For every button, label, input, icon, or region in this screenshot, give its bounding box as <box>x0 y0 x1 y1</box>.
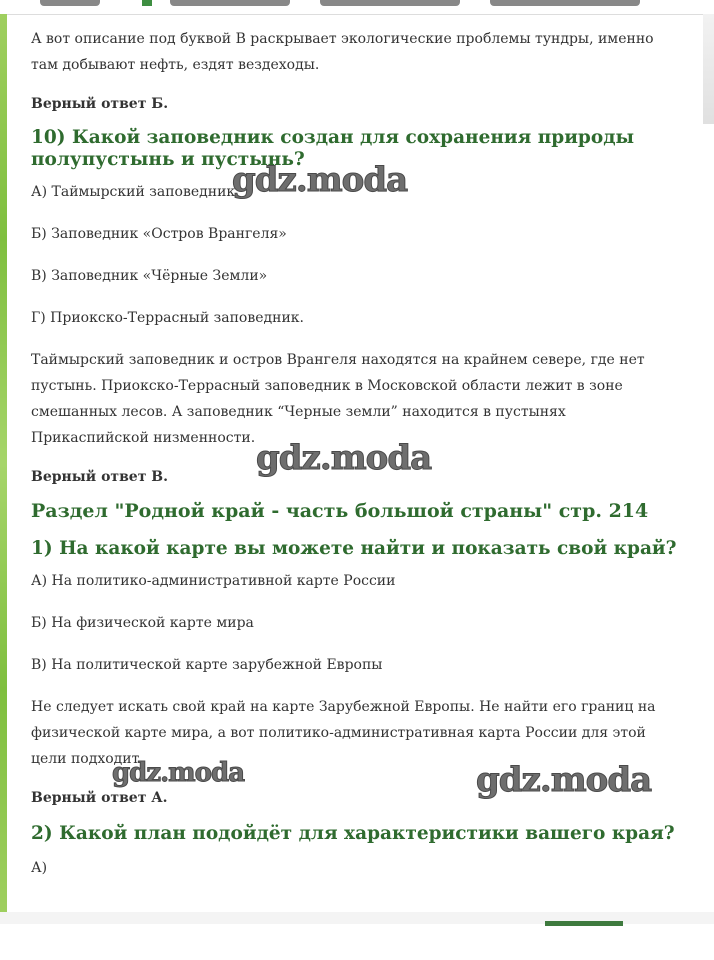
top-toolbar-fragment <box>0 0 714 15</box>
toolbar-fragment <box>40 0 100 6</box>
question-1-answer: Верный ответ А. <box>31 790 168 806</box>
watermark-logo: gdz.moda <box>476 760 652 800</box>
question-10-explanation: Таймырский заповедник и остров Врангеля находятся на крайнем севере, где нет пустынь. Приокско-Террасный заповедник в Московской области лежит в зоне смешанных лесов. А заповедник “Черные земли” находится в пустынях Прикаспийской низменности. <box>31 352 645 446</box>
paragraph-description-b: А вот описание под буквой В раскрывает экологические проблемы тундры, именно там добывают нефть, ездят вездеходы. <box>31 31 654 73</box>
question-2-title: 2) Какой план подойдёт для характеристики вашего края? <box>31 823 675 844</box>
section-title: Раздел "Родной край - часть большой страны" стр. 214 <box>31 500 649 522</box>
answer-previous: Верный ответ Б. <box>31 96 169 112</box>
option-c: В) На политической карте зарубежной Европы <box>31 657 383 673</box>
toolbar-fragment <box>320 0 460 6</box>
watermark-logo: gdz.moda <box>232 160 408 200</box>
option-b: Б) На физической карте мира <box>31 615 254 631</box>
left-decorative-bar <box>0 14 7 914</box>
option-a: А) На политико-административной карте России <box>31 573 396 589</box>
green-icon <box>142 0 152 6</box>
question-10-answer: Верный ответ В. <box>31 469 168 485</box>
question-1-explanation: Не следует искать свой край на карте Зарубежной Европы. Не найти его границ на физической карте мира, а вот политико-административная карта России для этой цели подходит. <box>31 699 656 767</box>
toolbar-fragment <box>490 0 640 6</box>
option-c: В) Заповедник «Чёрные Земли» <box>31 268 268 284</box>
option-a: А) <box>31 860 48 876</box>
option-b: Б) Заповедник «Остров Врангеля» <box>31 226 287 242</box>
right-side-panel <box>703 14 714 124</box>
bottom-green-button[interactable] <box>545 921 623 926</box>
question-10-title: 10) Какой заповедник создан для сохранения природы полупустынь и пустынь? <box>31 127 635 170</box>
option-d: Г) Приокско-Террасный заповедник. <box>31 310 304 326</box>
watermark-logo: gdz.moda <box>112 758 245 788</box>
watermark-logo: gdz.moda <box>256 438 432 478</box>
question-1-title: 1) На какой карте вы можете найти и показать свой край? <box>31 538 677 559</box>
option-a: А) Таймырский заповедник <box>31 184 236 200</box>
toolbar-fragment <box>170 0 290 6</box>
